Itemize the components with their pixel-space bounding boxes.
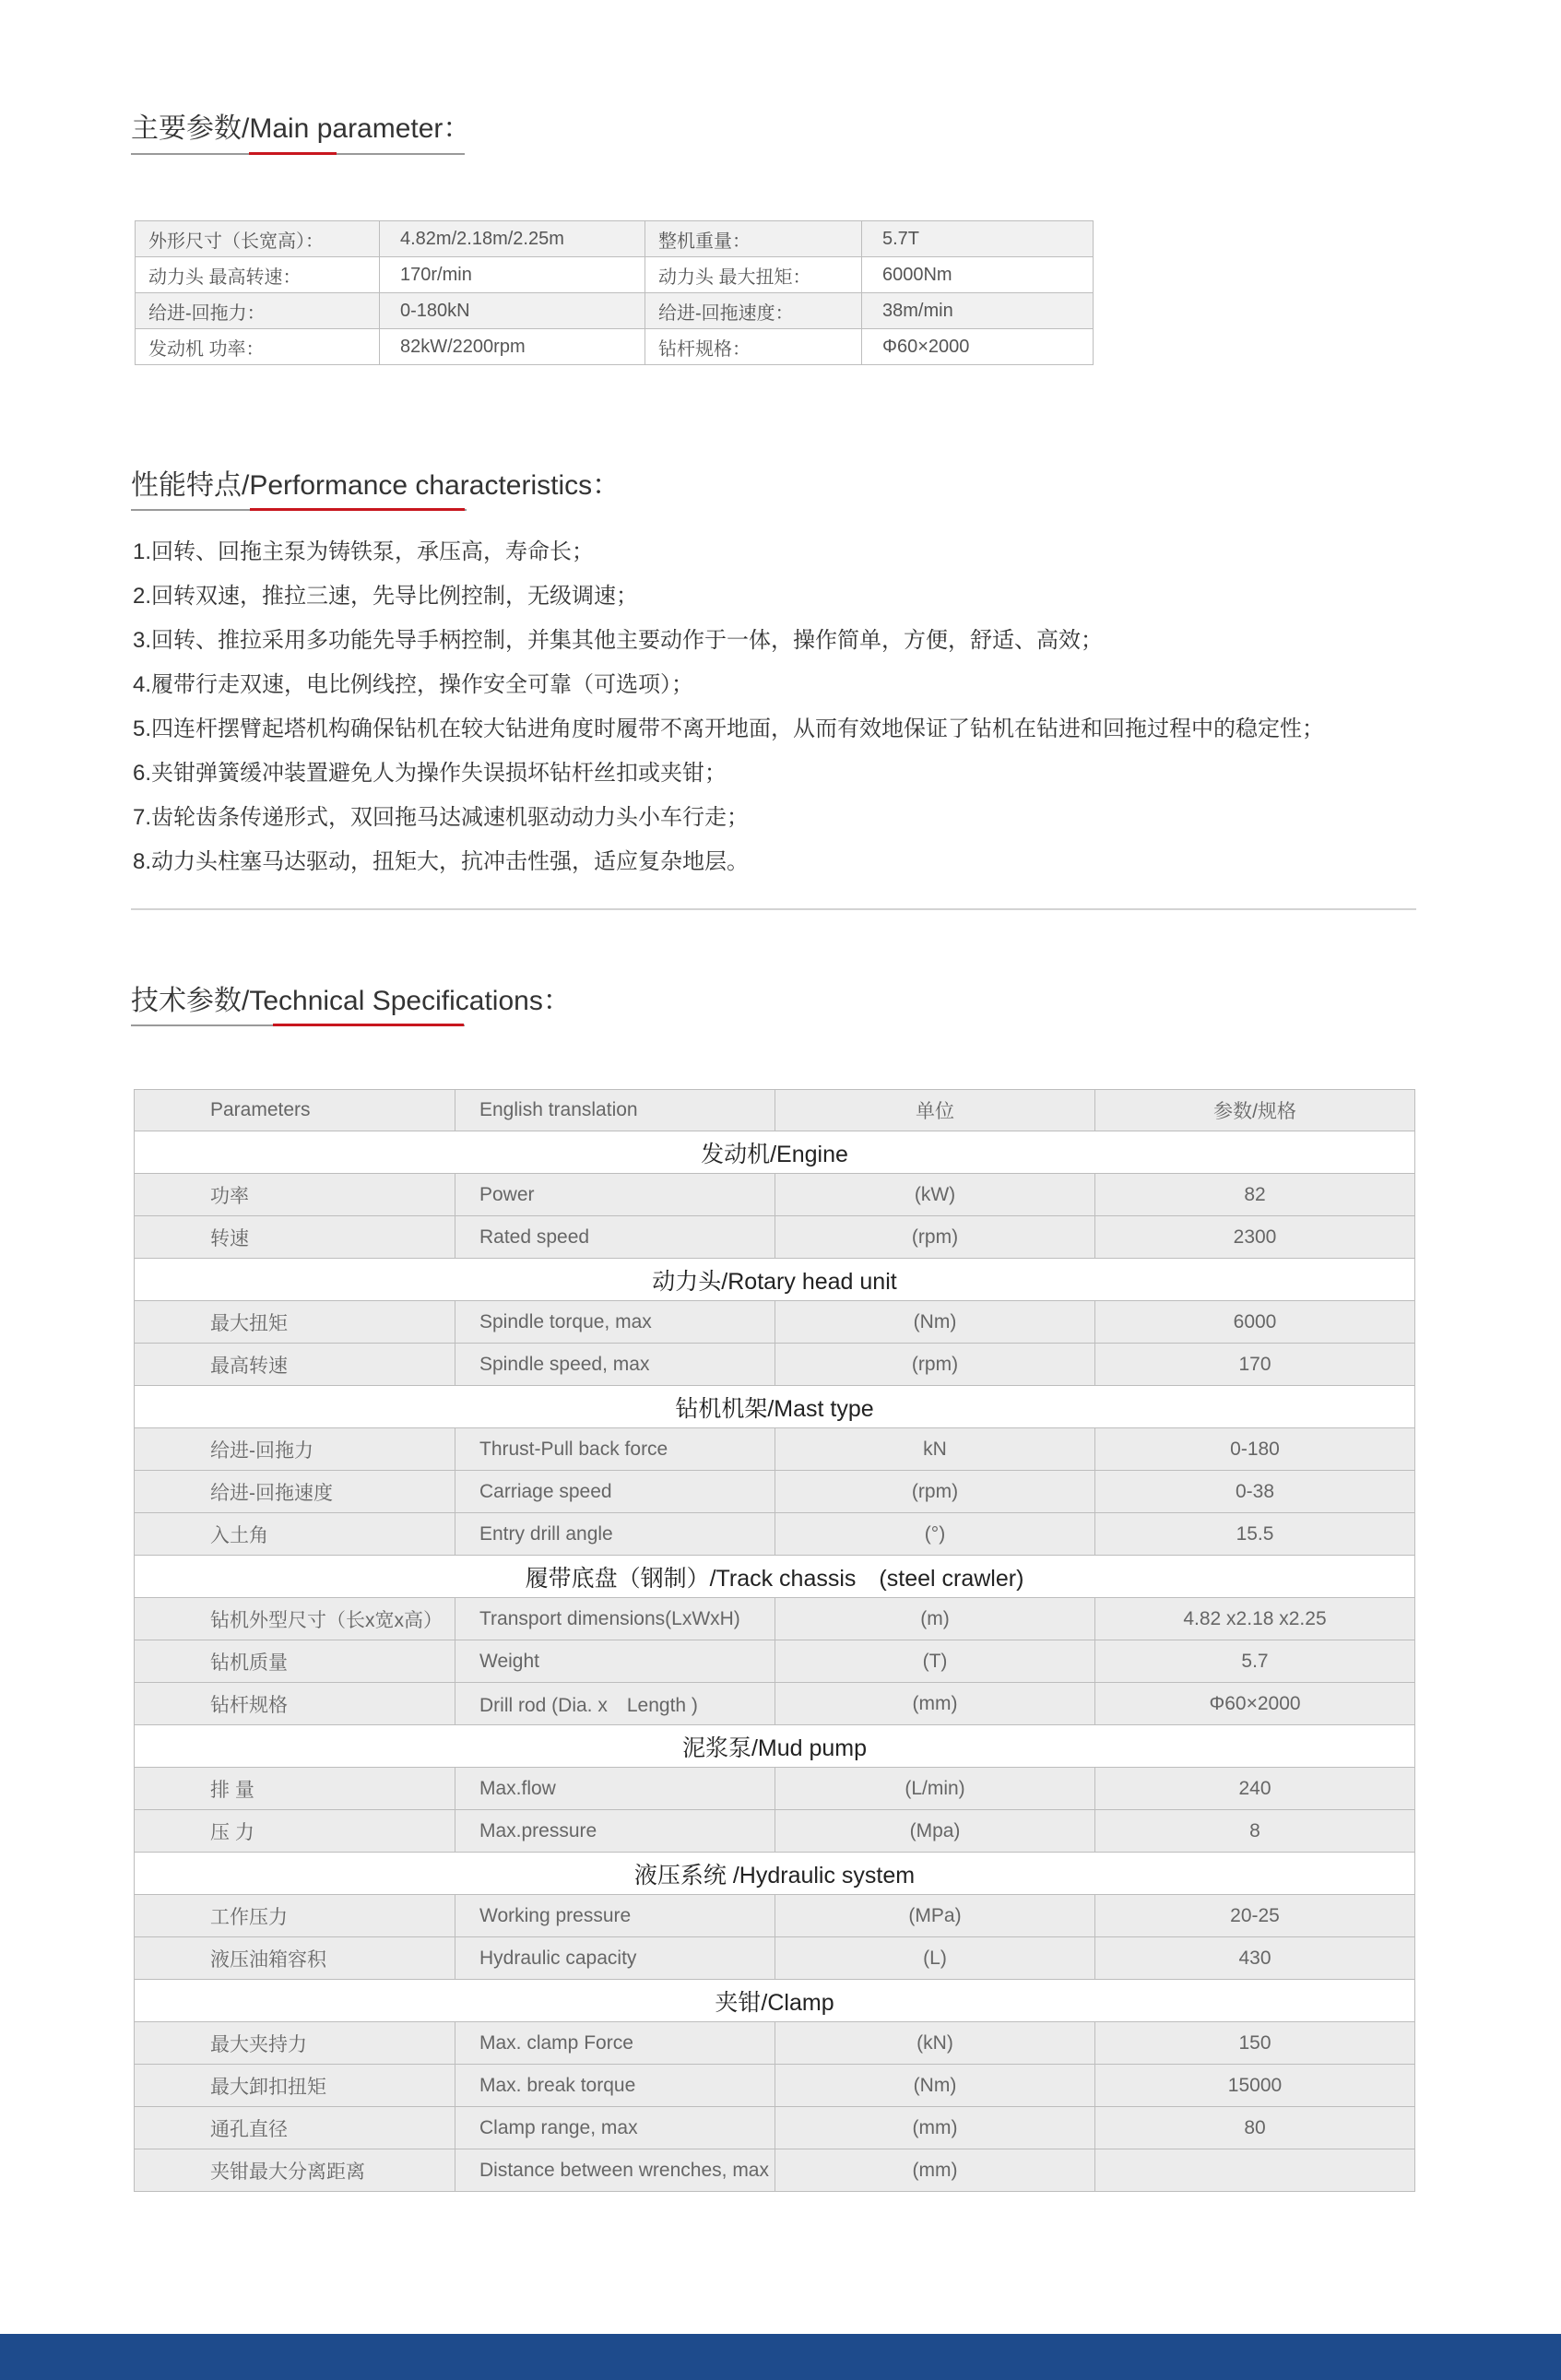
parameter-name-cn: 通孔直径 [135, 2107, 455, 2149]
value-cell: 80 [1095, 2107, 1415, 2149]
section-divider [131, 908, 1416, 910]
performance-item: 1.回转、回拖主泵为铸铁泵，承压高，寿命长； [133, 539, 595, 564]
unit-cell: (L/min) [775, 1768, 1095, 1810]
parameter-name-en: Max.pressure [455, 1810, 775, 1853]
unit-cell: (mm) [775, 2107, 1095, 2149]
value-cell [1095, 2149, 1415, 2192]
value-cell: 0-180 [1095, 1428, 1415, 1471]
parameter-name-en: Entry drill angle [455, 1513, 775, 1556]
performance-title: 性能特点/Performance characteristics： [131, 470, 621, 501]
group-header-row [135, 1725, 1415, 1768]
group-header-row [135, 1386, 1415, 1428]
value-cell: 82 [1095, 1174, 1415, 1216]
parameter-name-en: Transport dimensions(LxWxH) [455, 1598, 775, 1640]
table-row [135, 1640, 1415, 1683]
table-row [135, 2149, 1415, 2192]
parameter-name-en: Max. break torque [455, 2065, 775, 2107]
parameter-name-cn: 最大扭矩 [135, 1301, 455, 1344]
parameter-label: 整机重量： [645, 221, 862, 257]
value-cell: 4.82 x2.18 x2.25 [1095, 1598, 1415, 1640]
performance-item: 4.履带行走双速，电比例线控，操作安全可靠（可选项）； [133, 672, 694, 697]
parameter-name-cn: 最大卸扣扭矩 [135, 2065, 455, 2107]
table-row [135, 1174, 1415, 1216]
parameter-name-cn: 入土角 [135, 1513, 455, 1556]
performance-list [133, 530, 1324, 884]
parameter-name-en: Weight [455, 1640, 775, 1683]
table-row [135, 1895, 1415, 1937]
column-header: 参数/规格 [1095, 1090, 1415, 1131]
unit-cell: (mm) [775, 1683, 1095, 1725]
group-title: 液压系统 /Hydraulic system [135, 1853, 1415, 1895]
group-title: 钻机机架/Mast type [135, 1386, 1415, 1428]
parameter-name-cn: 液压油箱容积 [135, 1937, 455, 1980]
group-header-row [135, 1259, 1415, 1301]
parameter-name-en: Max.flow [455, 1768, 775, 1810]
unit-cell: (L) [775, 1937, 1095, 1980]
unit-cell: (°) [775, 1513, 1095, 1556]
unit-cell: (m) [775, 1598, 1095, 1640]
unit-cell: (rpm) [775, 1216, 1095, 1259]
value-cell: 430 [1095, 1937, 1415, 1980]
value-cell: 0-38 [1095, 1471, 1415, 1513]
main-parameter-row [136, 221, 1094, 257]
unit-cell: (Nm) [775, 1301, 1095, 1344]
value-cell: 20-25 [1095, 1895, 1415, 1937]
parameter-value: 170r/min [380, 257, 645, 293]
parameter-name-cn: 压 力 [135, 1810, 455, 1853]
main-parameter-row [136, 293, 1094, 329]
table-row [135, 1513, 1415, 1556]
performance-item: 7.齿轮齿条传递形式，双回拖马达减速机驱动动力头小车行走； [133, 805, 750, 830]
table-row [135, 1428, 1415, 1471]
parameter-value: 4.82m/2.18m/2.25m [380, 221, 645, 257]
value-cell: 170 [1095, 1344, 1415, 1386]
parameter-name-en: Rated speed [455, 1216, 775, 1259]
parameter-name-en: Drill rod (Dia. x Length ) [455, 1683, 775, 1725]
parameter-label: 外形尺寸（长宽高）： [136, 221, 380, 257]
parameter-name-cn: 功率 [135, 1174, 455, 1216]
table-row [135, 1683, 1415, 1725]
column-header: 单位 [775, 1090, 1095, 1131]
group-title: 履带底盘（钢制）/Track chassis (steel crawler) [135, 1556, 1415, 1598]
performance-item: 8.动力头柱塞马达驱动，扭矩大，抗冲击性强，适应复杂地层。 [133, 849, 750, 874]
parameter-value: 0-180kN [380, 293, 645, 329]
title-underline-accent [250, 508, 465, 511]
table-row [135, 1937, 1415, 1980]
parameter-value: 5.7T [862, 221, 1094, 257]
parameter-label: 给进-回拖力： [136, 293, 380, 329]
unit-cell: (T) [775, 1640, 1095, 1683]
table-row [135, 2107, 1415, 2149]
value-cell: Φ60×2000 [1095, 1683, 1415, 1725]
value-cell: 15000 [1095, 2065, 1415, 2107]
table-row [135, 1768, 1415, 1810]
parameter-label: 给进-回拖速度： [645, 293, 862, 329]
table-row [135, 1471, 1415, 1513]
value-cell: 15.5 [1095, 1513, 1415, 1556]
group-title: 发动机/Engine [135, 1131, 1415, 1174]
parameter-name-cn: 转速 [135, 1216, 455, 1259]
value-cell: 6000 [1095, 1301, 1415, 1344]
parameter-name-en: Power [455, 1174, 775, 1216]
unit-cell: (Mpa) [775, 1810, 1095, 1853]
table-row [135, 1598, 1415, 1640]
parameter-name-en: Max. clamp Force [455, 2022, 775, 2065]
parameter-label: 动力头 最高转速： [136, 257, 380, 293]
parameter-name-en: Carriage speed [455, 1471, 775, 1513]
title-underline-accent [273, 1024, 464, 1026]
performance-item: 6.夹钳弹簧缓冲装置避免人为操作失误损坏钻杆丝扣或夹钳； [133, 761, 727, 786]
value-cell: 150 [1095, 2022, 1415, 2065]
group-header-row [135, 1853, 1415, 1895]
unit-cell: (MPa) [775, 1895, 1095, 1937]
performance-item: 2.回转双速，推拉三速，先导比例控制，无级调速； [133, 584, 639, 609]
performance-item: 5.四连杆摆臂起塔机构确保钻机在较大钻进角度时履带不离开地面，从而有效地保证了钻机在钻进和回拖过程中的稳定性； [133, 716, 1325, 741]
parameter-name-cn: 钻机质量 [135, 1640, 455, 1683]
parameter-name-cn: 给进-回拖速度 [135, 1471, 455, 1513]
column-header: Parameters [135, 1090, 455, 1131]
parameter-name-cn: 排 量 [135, 1768, 455, 1810]
technical-title: 技术参数/Technical Specifications： [131, 986, 571, 1016]
parameter-label: 钻杆规格： [645, 329, 862, 365]
parameter-name-cn: 给进-回拖力 [135, 1428, 455, 1471]
parameter-name-cn: 工作压力 [135, 1895, 455, 1937]
parameter-name-cn: 钻杆规格 [135, 1683, 455, 1725]
group-header-row [135, 1556, 1415, 1598]
main-parameter-row [136, 257, 1094, 293]
main-parameter-table [135, 220, 1094, 365]
parameter-name-cn: 最高转速 [135, 1344, 455, 1386]
group-title: 泥浆泵/Mud pump [135, 1725, 1415, 1768]
parameter-name-en: Spindle speed, max [455, 1344, 775, 1386]
column-header: English translation [455, 1090, 775, 1131]
unit-cell: kN [775, 1428, 1095, 1471]
parameter-label: 动力头 最大扭矩： [645, 257, 862, 293]
table-row [135, 1216, 1415, 1259]
performance-item: 3.回转、推拉采用多功能先导手柄控制，并集其他主要动作于一体，操作简单，方便，舒适、高效； [133, 628, 1104, 653]
unit-cell: (mm) [775, 2149, 1095, 2192]
parameter-name-en: Hydraulic capacity [455, 1937, 775, 1980]
title-underline-accent [249, 152, 337, 155]
parameter-name-cn: 最大夹持力 [135, 2022, 455, 2065]
group-title: 夹钳/Clamp [135, 1980, 1415, 2022]
table-row [135, 1810, 1415, 1853]
parameter-name-en: Working pressure [455, 1895, 775, 1937]
table-row [135, 1344, 1415, 1386]
unit-cell: (kN) [775, 2022, 1095, 2065]
parameter-value: Φ60×2000 [862, 329, 1094, 365]
unit-cell: (rpm) [775, 1344, 1095, 1386]
unit-cell: (rpm) [775, 1471, 1095, 1513]
table-row [135, 2022, 1415, 2065]
value-cell: 2300 [1095, 1216, 1415, 1259]
parameter-name-en: Clamp range, max [455, 2107, 775, 2149]
value-cell: 240 [1095, 1768, 1415, 1810]
parameter-name-en: Spindle torque, max [455, 1301, 775, 1344]
parameter-label: 发动机 功率： [136, 329, 380, 365]
table-row [135, 2065, 1415, 2107]
parameter-name-cn: 钻机外型尺寸（长x宽x高） [135, 1598, 455, 1640]
unit-cell: (kW) [775, 1174, 1095, 1216]
footer-bar [0, 2334, 1561, 2380]
parameter-value: 82kW/2200rpm [380, 329, 645, 365]
table-header-row [135, 1090, 1415, 1131]
parameter-value: 6000Nm [862, 257, 1094, 293]
value-cell: 5.7 [1095, 1640, 1415, 1683]
parameter-name-en: Thrust-Pull back force [455, 1428, 775, 1471]
main-parameter-row [136, 329, 1094, 365]
technical-spec-table [134, 1089, 1415, 2192]
group-header-row [135, 1980, 1415, 2022]
parameter-value: 38m/min [862, 293, 1094, 329]
unit-cell: (Nm) [775, 2065, 1095, 2107]
main-parameter-title: 主要参数/Main parameter： [131, 113, 471, 144]
parameter-name-en: Distance between wrenches, max [455, 2149, 775, 2192]
parameter-name-cn: 夹钳最大分离距离 [135, 2149, 455, 2192]
group-header-row [135, 1131, 1415, 1174]
group-title: 动力头/Rotary head unit [135, 1259, 1415, 1301]
table-row [135, 1301, 1415, 1344]
value-cell: 8 [1095, 1810, 1415, 1853]
